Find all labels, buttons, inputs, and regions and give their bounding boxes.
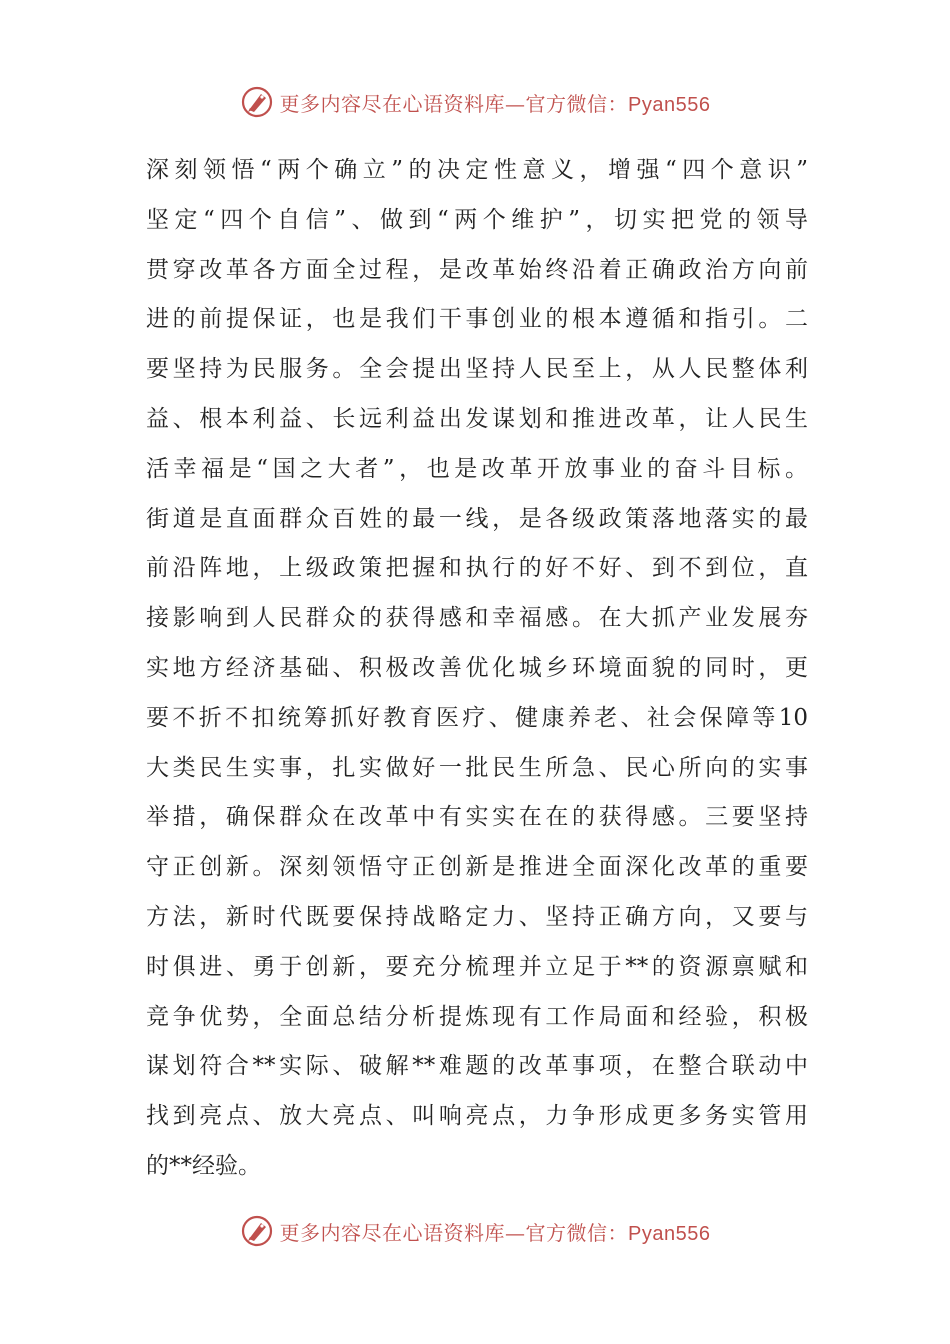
body-line: 举措，确保群众在改革中有实实在在的获得感。三要坚持 — [146, 804, 808, 831]
body-line: 活幸福是“国之大者”，也是改革开放事业的奋斗目标。 — [146, 455, 808, 482]
body-line: 深刻领悟“两个确立”的决定性意义，增强“四个意识” — [146, 157, 808, 183]
body-line: 时俱进、勇于创新，要充分梳理并立足于**的资源禀赋和 — [146, 953, 808, 980]
body-line: 坚定“四个自信”、做到“两个维护”，切实把党的领导 — [146, 206, 808, 233]
header-banner-text: 更多内容尽在心语资料库—官方微信：Pyan556 — [279, 91, 711, 116]
footer-wechat-handle: Pyan556 — [628, 1222, 711, 1245]
body-line: 的**经验。 — [146, 1152, 261, 1179]
body-line: 谋划符合**实际、破解**难题的改革事项，在整合联动中 — [146, 1053, 808, 1080]
footer-banner-text: 更多内容尽在心语资料库—官方微信：Pyan556 — [279, 1220, 711, 1245]
body-line: 接影响到人民群众的获得感和幸福感。在大抓产业发展夯 — [146, 605, 808, 632]
body-line: 进的前提保证，也是我们干事创业的根本遵循和指引。二 — [146, 306, 808, 333]
header-banner — [0, 80, 950, 124]
pen-nib-logo-icon — [240, 1214, 274, 1248]
body-line: 要坚持为民服务。全会提出坚持人民至上，从人民整体利 — [146, 356, 808, 383]
document-body — [146, 146, 808, 1192]
header-banner-content — [240, 85, 711, 119]
body-line: 大类民生实事，扎实做好一批民生所急、民心所向的实事 — [146, 754, 808, 781]
body-line: 方法，新时代既要保持战略定力、坚持正确方向，又要与 — [146, 903, 808, 930]
body-line: 前沿阵地，上级政策把握和执行的好不好、到不到位，直 — [146, 555, 808, 582]
body-line: 实地方经济基础、积极改善优化城乡环境面貌的同时，更 — [146, 654, 808, 681]
pen-nib-logo-icon — [240, 85, 274, 119]
body-line: 益、根本利益、长远利益出发谋划和推进改革，让人民生 — [146, 405, 808, 432]
body-line: 找到亮点、放大亮点、叫响亮点，力争形成更多务实管用 — [146, 1103, 808, 1130]
body-line: 街道是直面群众百姓的最一线，是各级政策落地落实的最 — [146, 505, 808, 532]
body-line: 贯穿改革各方面全过程，是改革始终沿着正确政治方向前 — [146, 256, 808, 283]
body-line: 竞争优势，全面总结分析提炼现有工作局面和经验，积极 — [146, 1003, 808, 1030]
header-wechat-handle: Pyan556 — [628, 93, 711, 116]
body-line: 守正创新。深刻领悟守正创新是推进全面深化改革的重要 — [146, 854, 808, 881]
footer-banner — [0, 1209, 950, 1253]
footer-banner-content — [240, 1214, 711, 1248]
body-line: 要不折不扣统筹抓好教育医疗、健康养老、社会保障等10 — [146, 704, 808, 731]
